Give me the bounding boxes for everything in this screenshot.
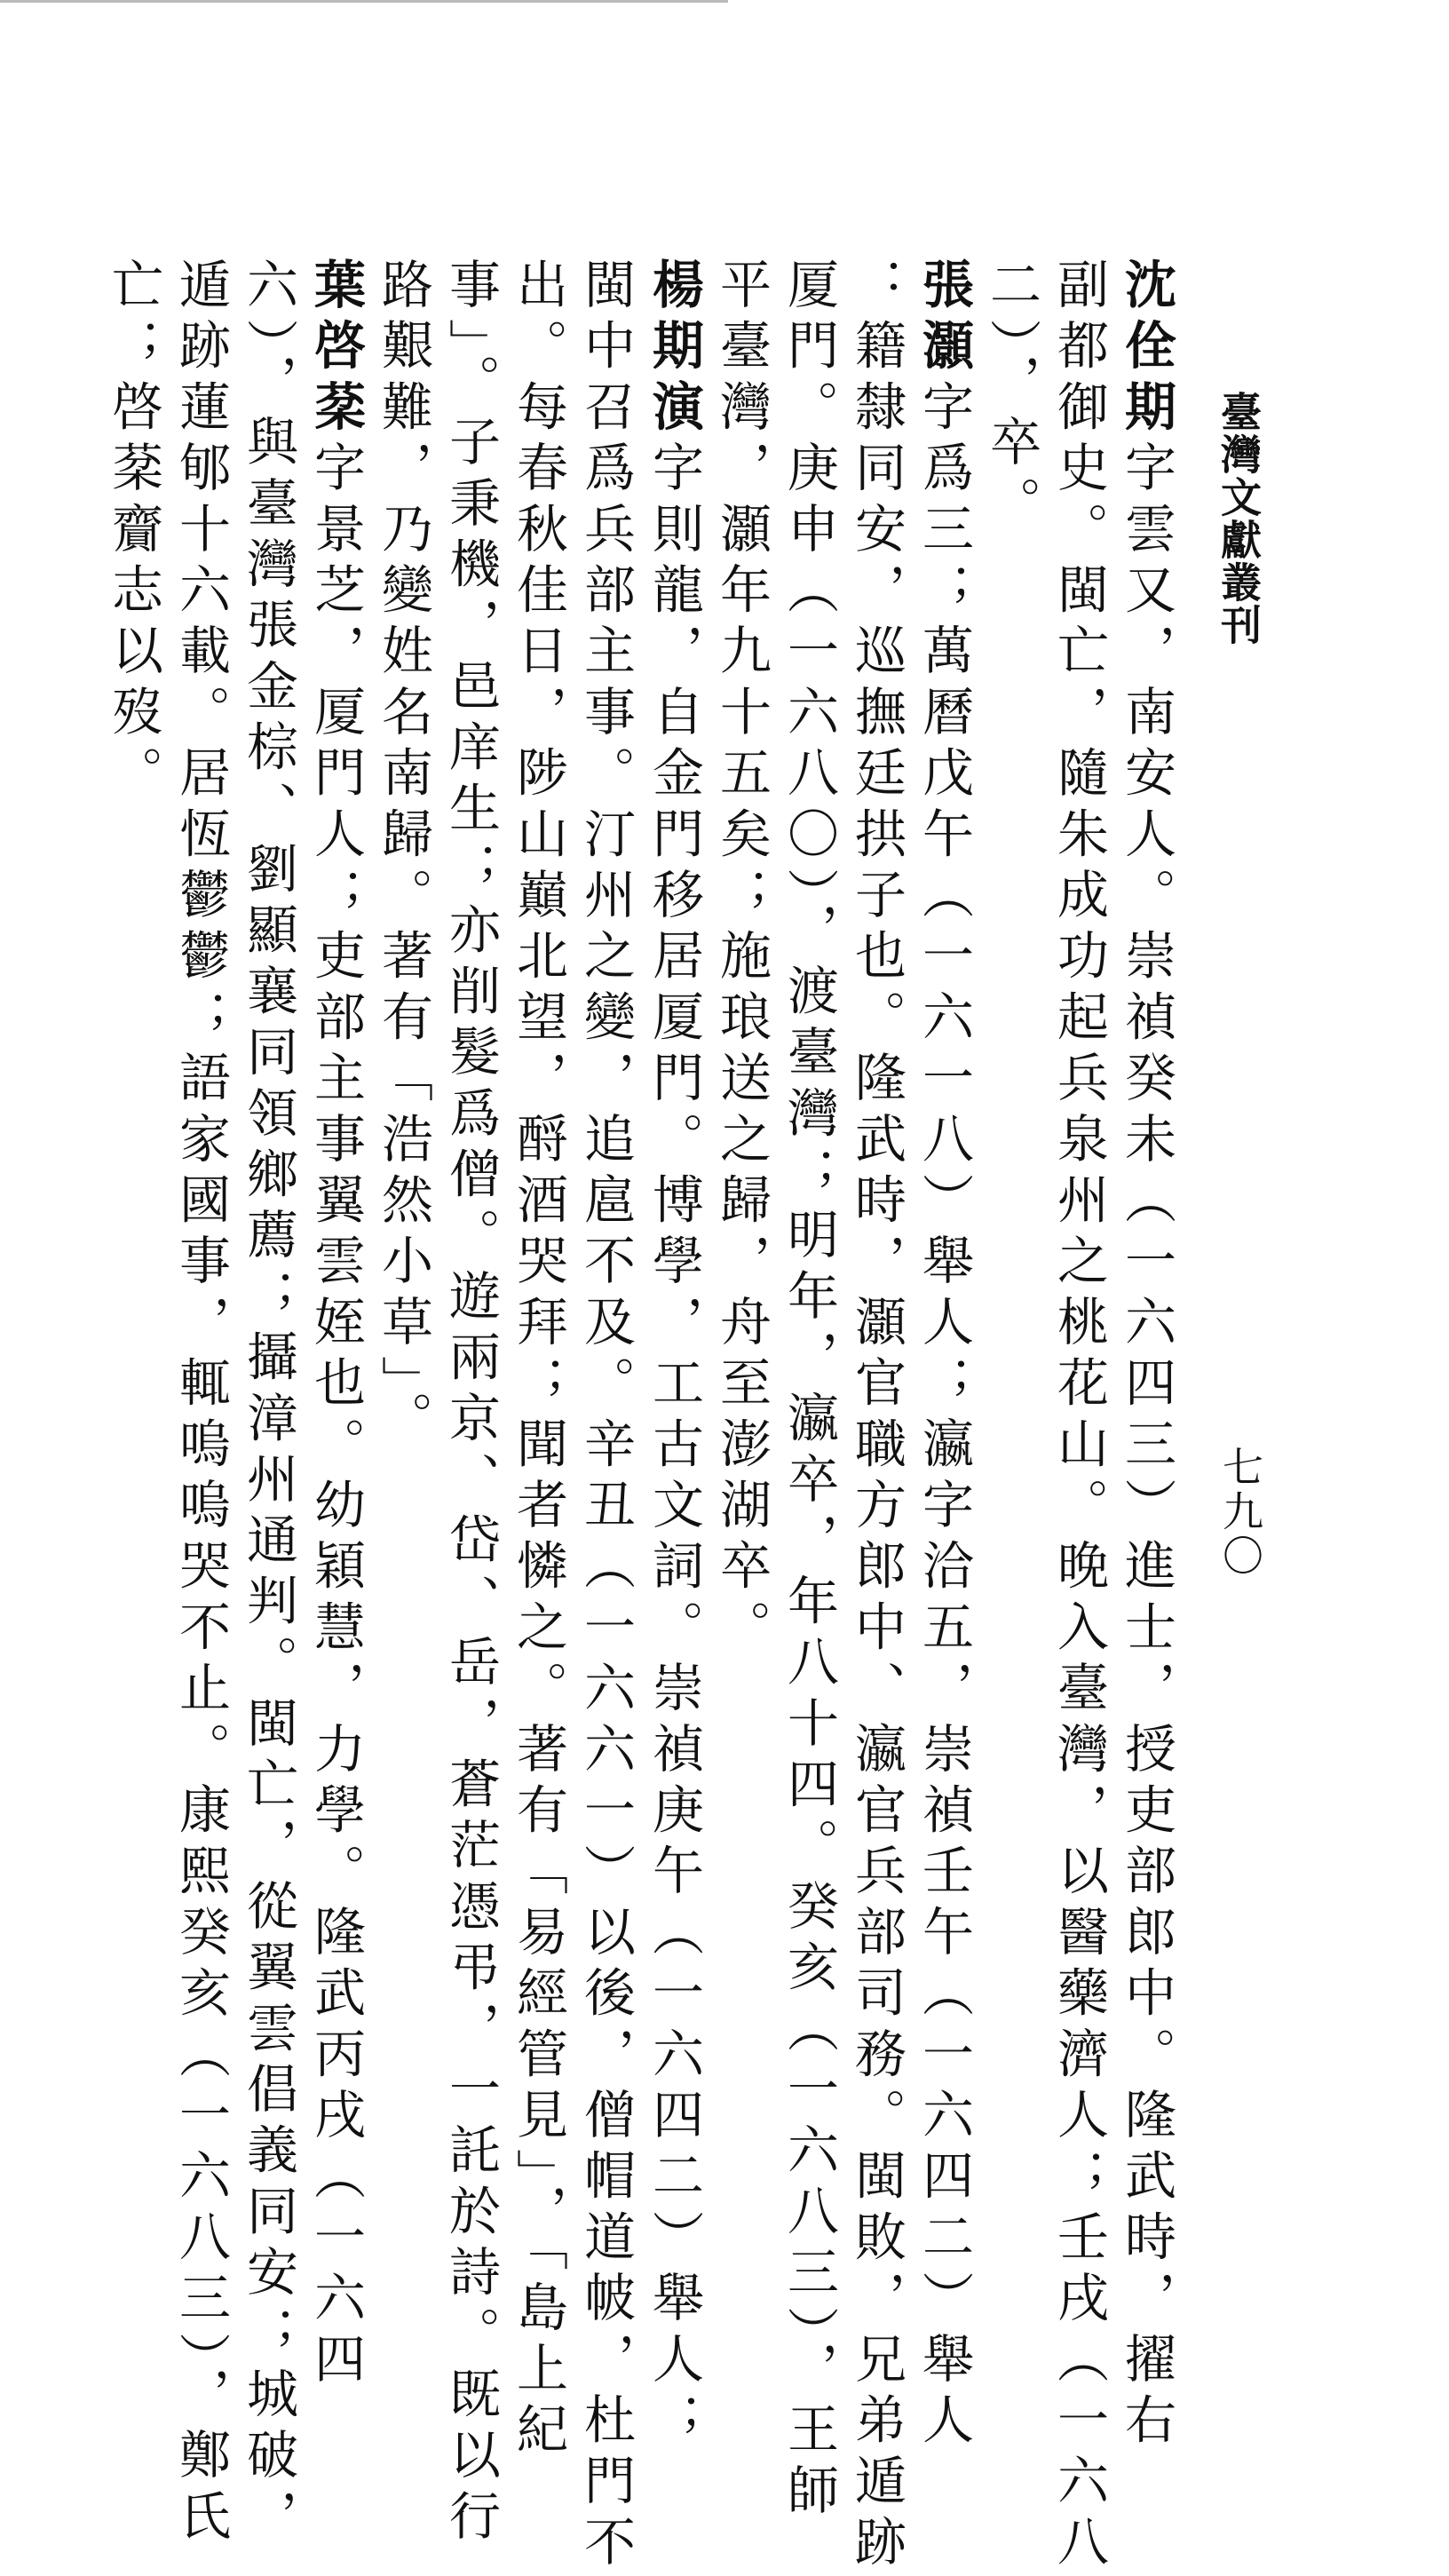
text-column: 遁跡蓮郇十六載。居恆鬱鬱；語家國事，輒嗚嗚哭不止。康熙癸亥（一六八三），鄭氏 [170, 258, 231, 2550]
text-column: 亡；啓棻齎志以歿。 [103, 258, 163, 807]
text-column: 出。每春秋佳日，陟山巔北望，酹酒哭拜；聞者憐之。著有「易經管見」，「島上紀 [508, 258, 568, 2463]
text-column: 厦門。庚申（一六八〇），渡臺灣；明年，瀛卒，年八十四。癸亥（一六八三），王師 [779, 258, 839, 2524]
text-column [1116, 258, 1176, 2454]
text-column: 事」。子秉機，邑庠生；亦削髮爲僧。遊兩京、岱、岳，蒼茫憑弔，一託於詩。既以行 [440, 258, 501, 2550]
text-run: 字雲又，南安人。崇禎癸未（一六四三）進士，授吏部郎中。隆武時，擢右 [1116, 440, 1176, 2454]
text-column: 副都御史。閩亡，隨朱成功起兵泉州之桃花山。晚入臺灣，以醫藥濟人；壬戌（一六八 [1049, 258, 1109, 2576]
text-column [644, 258, 704, 2454]
text-column: 路艱難，乃變姓名南歸。著有「浩然小草」。 [373, 258, 433, 1452]
page-number: 七九〇 [1216, 1446, 1264, 1579]
person-name: 沈佺期 [1116, 258, 1176, 441]
text-column: 閩中召爲兵部主事。汀州之變，追扈不及。辛丑（一六六一）以後，僧帽道帔，杜門不 [575, 258, 636, 2576]
running-title: 臺灣文獻叢刊 [1215, 391, 1263, 646]
text-column: ：籍隸同安，巡撫廷拱子也。隆武時，灝官職方郎中、瀛官兵部司務。閩敗，兄弟遁跡 [846, 258, 907, 2576]
text-column: 平臺灣，灝年九十五矣；施琅送之歸，舟至澎湖卒。 [711, 258, 772, 1661]
text-column [305, 258, 366, 2393]
text-column: 二），卒。 [981, 258, 1041, 537]
person-name: 張灝 [914, 258, 974, 380]
person-name: 楊期演 [644, 258, 704, 441]
text-run: 字景芝，厦門人；吏部主事翼雲姪也。幼穎慧，力學。隆武丙戌（一六四 [305, 440, 366, 2393]
person-name: 葉啓棻 [305, 258, 366, 441]
scan-edge-rule [0, 0, 728, 3]
text-column: 六），與臺灣張金棕、劉顯襄同領鄉薦；攝漳州通判。閩亡，從翼雲倡義同安；城破， [238, 258, 298, 2550]
text-run: 字爲三；萬曆戊午（一六一八）舉人；瀛字洽五，崇禎壬午（一六四二）舉人 [914, 379, 974, 2454]
text-column [914, 258, 974, 2454]
text-run: 字則龍，自金門移居厦門。博學，工古文詞。崇禎庚午（一六四二）舉人； [644, 440, 704, 2454]
